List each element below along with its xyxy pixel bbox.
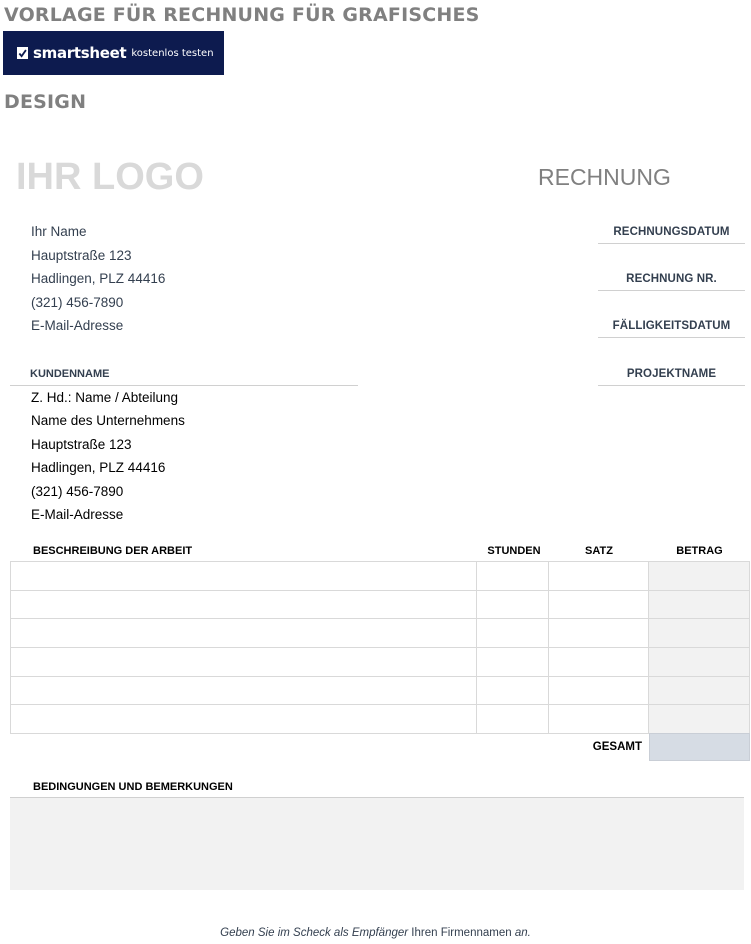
amount-cell[interactable] <box>649 648 750 677</box>
client-city[interactable]: Hadlingen, PLZ 44416 <box>31 460 166 476</box>
terms-label: BEDINGUNGEN UND BEMERKUNGEN <box>10 780 744 798</box>
description-cell[interactable] <box>11 705 477 734</box>
hours-cell[interactable] <box>477 562 549 591</box>
amount-cell[interactable] <box>649 619 750 648</box>
client-street[interactable]: Hauptstraße 123 <box>31 436 132 452</box>
sender-phone[interactable]: (321) 456-7890 <box>31 294 124 310</box>
hours-cell[interactable] <box>477 590 549 619</box>
sender-name[interactable]: Ihr Name <box>31 224 87 239</box>
total-label: GESAMT <box>592 741 642 753</box>
client-email[interactable]: E-Mail-Adresse <box>31 506 124 522</box>
sender-street[interactable]: Hauptstraße 123 <box>31 247 132 263</box>
rate-cell[interactable] <box>549 676 649 705</box>
terms-input[interactable] <box>10 798 744 890</box>
rate-cell[interactable] <box>549 619 649 648</box>
client-company[interactable]: Name des Unternehmens <box>31 413 185 429</box>
document-title: VORLAGE FÜR RECHNUNG FÜR GRAFISCHES <box>4 4 480 26</box>
table-row <box>11 648 750 677</box>
hours-cell[interactable] <box>477 705 549 734</box>
work-table <box>10 561 750 734</box>
checkbox-icon <box>17 47 28 59</box>
description-cell[interactable] <box>11 648 477 677</box>
trial-cta: kostenlos testen <box>131 47 214 59</box>
brand-name: smartsheet <box>33 44 127 62</box>
rate-cell[interactable] <box>549 705 649 734</box>
document-title-continued: DESIGN <box>4 91 87 113</box>
invoice-number-field[interactable]: RECHNUNG NR. <box>598 271 745 291</box>
description-cell[interactable] <box>11 590 477 619</box>
amount-cell[interactable] <box>649 676 750 705</box>
description-cell[interactable] <box>11 676 477 705</box>
footer-note-part1: Geben Sie im Scheck als Empfänger <box>220 927 409 939</box>
table-row <box>11 562 750 591</box>
sender-address <box>31 223 165 341</box>
amount-cell[interactable] <box>649 705 750 734</box>
table-row <box>11 676 750 705</box>
description-cell[interactable] <box>11 619 477 648</box>
due-date-field[interactable]: FÄLLIGKEITSDATUM <box>598 318 745 338</box>
client-name-label: KUNDENNAME <box>10 366 358 386</box>
table-row <box>11 619 750 648</box>
hours-cell[interactable] <box>477 619 549 648</box>
rate-cell[interactable] <box>549 562 649 591</box>
footer-note-part3: an. <box>514 927 531 939</box>
rate-cell[interactable] <box>549 648 649 677</box>
table-row <box>11 590 750 619</box>
client-attention[interactable]: Z. Hd.: Name / Abteilung <box>31 390 179 405</box>
footer-note <box>0 927 751 939</box>
client-address <box>31 389 185 529</box>
project-name-field[interactable]: PROJEKTNAME <box>598 366 745 386</box>
sender-city[interactable]: Hadlingen, PLZ 44416 <box>31 271 166 287</box>
invoice-date-field[interactable]: RECHNUNGSDATUM <box>598 224 745 244</box>
client-phone[interactable]: (321) 456-7890 <box>31 483 124 499</box>
column-header-amount: BETRAG <box>676 545 723 557</box>
rate-cell[interactable] <box>549 590 649 619</box>
description-cell[interactable] <box>11 562 477 591</box>
invoice-heading: RECHNUNG <box>538 164 671 190</box>
column-header-description: BESCHREIBUNG DER ARBEIT <box>33 545 193 557</box>
total-value-cell[interactable] <box>649 733 750 761</box>
hours-cell[interactable] <box>477 648 549 677</box>
footer-note-part2: Ihren Firmennamen <box>408 927 515 939</box>
sender-email[interactable]: E-Mail-Adresse <box>31 318 124 334</box>
amount-cell[interactable] <box>649 590 750 619</box>
hours-cell[interactable] <box>477 676 549 705</box>
column-header-rate: SATZ <box>585 545 613 557</box>
logo-placeholder[interactable]: IHR LOGO <box>16 156 204 198</box>
amount-cell[interactable] <box>649 562 750 591</box>
smartsheet-trial-banner[interactable] <box>3 31 224 75</box>
column-header-hours: STUNDEN <box>487 545 541 557</box>
table-row <box>11 705 750 734</box>
